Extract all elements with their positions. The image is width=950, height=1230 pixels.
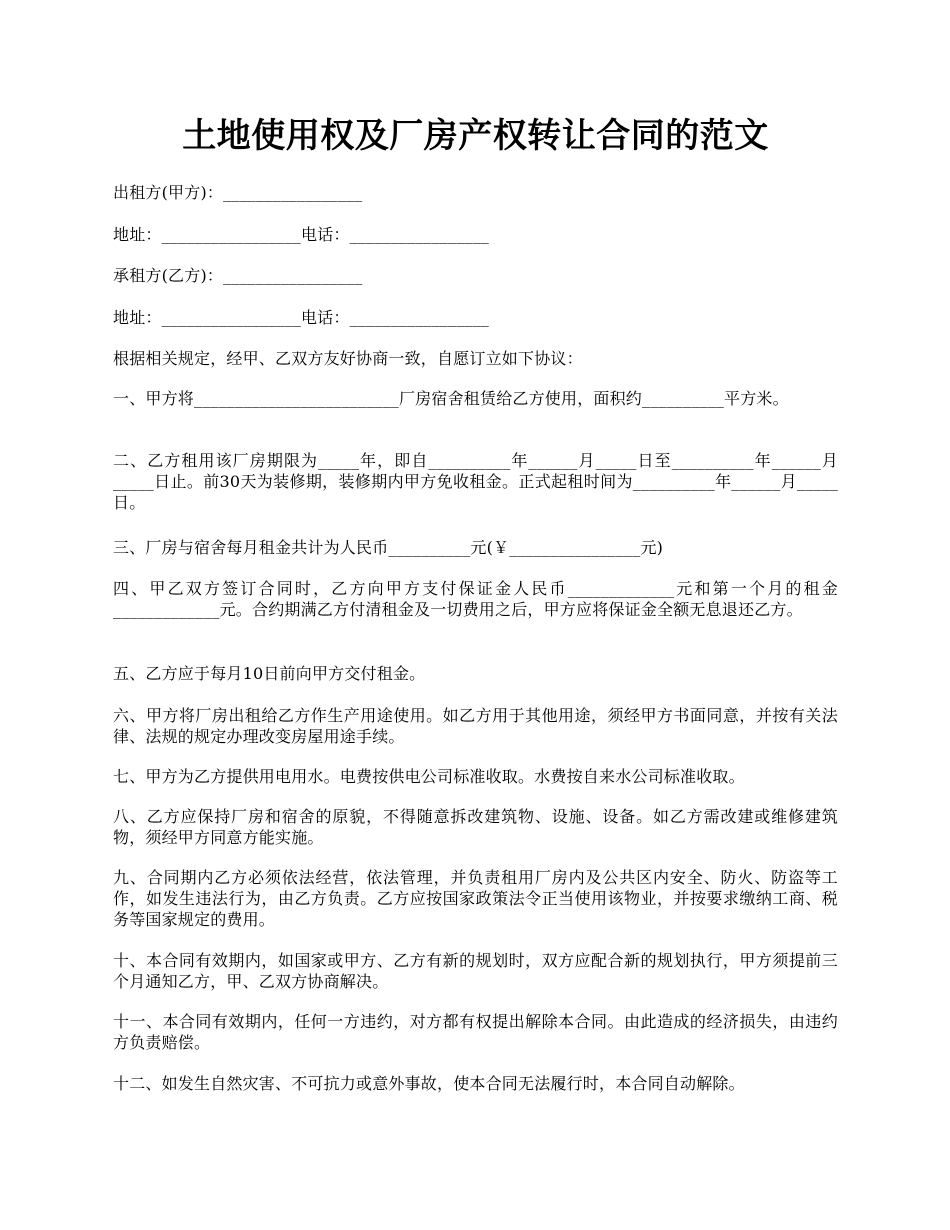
document-title: 土地使用权及厂房产权转让合同的范文: [182, 116, 769, 156]
clause-6: 六、甲方将厂房出租给乙方作生产用途使用。如乙方用于其他用途，须经甲方书面同意，并按有关法律、法规的规定办理改变房屋用途手续。: [113, 706, 838, 746]
clause-10: 十、本合同有效期内，如国家或甲方、乙方有新的规划时，双方应配合新的规划执行，甲方须提前三个月通知乙方，甲、乙双方协商解决。: [113, 951, 838, 991]
clause-1: 一、甲方将_________________________厂房宿舍租赁给乙方使用，面积约__________平方米。: [113, 389, 789, 408]
clause-7: 七、甲方为乙方提供用电用水。电费按供电公司标准收取。水费按自来水公司标准收取。: [113, 767, 745, 786]
clause-12: 十二、如发生自然灾害、不可抗力或意外事故，使本合同无法履行时，本合同自动解除。: [113, 1074, 745, 1093]
clause-2: 二、乙方租用该厂房期限为_____年，即自__________年______月_____日至__________年______月_____日止。前30天为装修期，装修期内甲方免收租金。正式起租时间为__________年______月_____日。: [113, 451, 838, 512]
lessee-address-phone-line: 地址：_________________电话：_________________: [113, 308, 490, 327]
clause-3: 三、厂房与宿舍每月租金共计为人民币__________元(￥________________元): [113, 538, 664, 557]
clause-11: 十一、本合同有效期内，任何一方违约，对方都有权提出解除本合同。由此造成的经济损失，由违约方负责赔偿。: [113, 1012, 838, 1052]
preamble-paragraph: 根据相关规定，经甲、乙双方友好协商一致，自愿订立如下协议：: [113, 349, 583, 368]
lessor-name-line: 出租方(甲方)：_________________: [113, 183, 363, 202]
lessee-name-line: 承租方(乙方)：_________________: [113, 266, 363, 285]
clause-8: 八、乙方应保持厂房和宿舍的原貌，不得随意拆改建筑物、设施、设备。如乙方需改建或维修建筑物，须经甲方同意方能实施。: [113, 807, 838, 847]
clause-5: 五、乙方应于每月10日前向甲方交付租金。: [113, 664, 426, 683]
lessor-address-phone-line: 地址：_________________电话：_________________: [113, 225, 490, 244]
clause-9: 九、合同期内乙方必须依法经营，依法管理，并负责租用厂房内及公共区内安全、防火、防盗等工作，如发生违法行为，由乙方负责。乙方应按国家政策法令正当使用该物业，并按要求缴纳工商、税务等国家规定的费用。: [113, 868, 838, 929]
clause-4: 四、甲乙双方签订合同时，乙方向甲方支付保证金人民币_____________元和第一个月的租金_____________元。合约期满乙方付清租金及一切费用之后，甲方应将保证金全额无息退还乙方。: [113, 579, 838, 619]
